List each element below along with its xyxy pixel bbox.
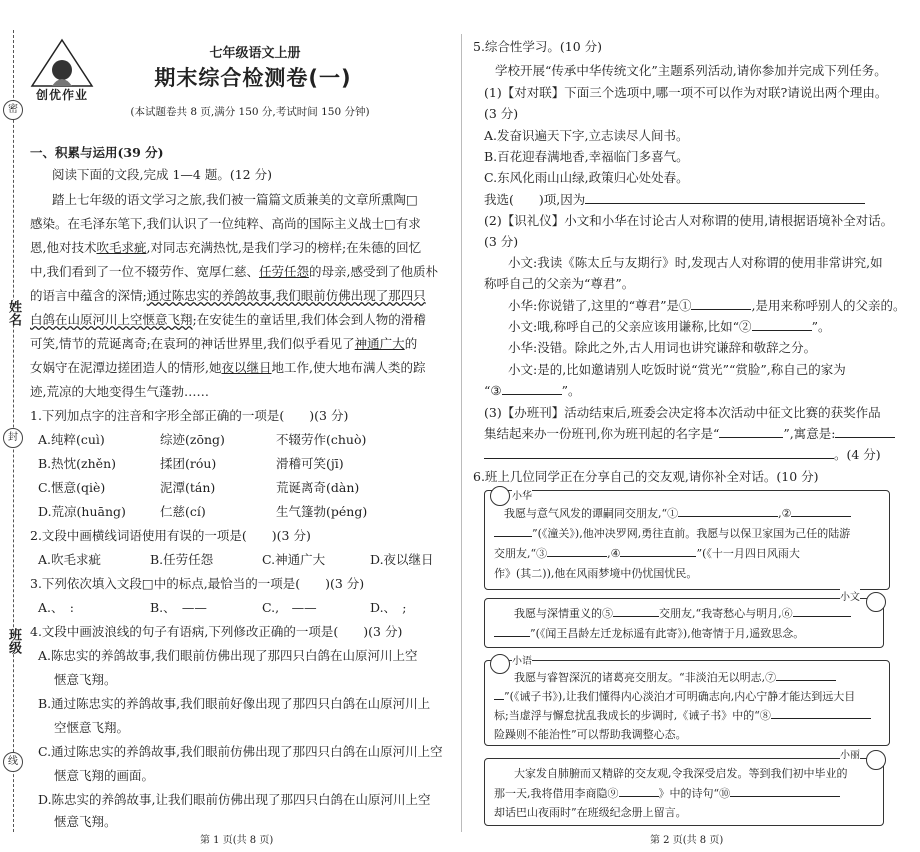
answer-blank (730, 783, 840, 797)
underlined-word: 神通广大 (354, 336, 405, 351)
q1-option-word: 滑稽可笑(jī) (276, 456, 344, 471)
binding-mark-xian: 线 (3, 752, 23, 772)
student-avatar-icon (866, 750, 886, 770)
passage-line: 迹,荒凉的大地变得生气蓬勃…… (30, 384, 209, 399)
answer-blank (494, 623, 530, 637)
answer-blank (752, 317, 812, 331)
q5-part3: (3)【办班刊】活动结束后,班委会决定将本次活动中征文比赛的获奖作品 (484, 405, 881, 420)
q1-option-word: 不辍劳作(chuò) (276, 432, 367, 447)
exam-title: 期末综合检测卷(一) (154, 66, 352, 90)
dialogue-line[interactable]: 小文:哦,称呼自己的父亲应该用谦称,比如“② ”。 (508, 319, 831, 334)
section-title: 一、积累与运用(39 分) (30, 145, 164, 160)
q6-stem: 6.班上几位同学正在分享自己的交友观,请你补全对话。(10 分) (473, 469, 819, 484)
answer-blank (619, 783, 659, 797)
speech-line: 作》(其二)),他在风雨梦境中仍忧国忧民。 (494, 567, 698, 580)
student-avatar-icon (866, 592, 886, 612)
speech-line[interactable]: 标;当虚浮与懈怠扰乱我成长的步调时,《诫子书》中的“⑧ (494, 705, 871, 726)
exam-info: (本试题卷共 8 页,满分 150 分,考试时间 150 分钟) (130, 106, 370, 118)
answer-blank (547, 543, 607, 557)
dialogue-line: 小华:没错。除此之外,古人用词也讲究谦辞和敬辞之分。 (508, 340, 817, 355)
q4-option-b[interactable]: B.通过陈忠实的养鸽故事,我们眼前好像出现了那四只白鸽在山原河川上 (38, 696, 431, 711)
speech-line: 却话巴山夜雨时”在班级纪念册上留言。 (494, 806, 687, 819)
binding-strip (0, 0, 22, 852)
speech-line[interactable]: ”(《潼关》),他冲决罗网,勇往直前。我愿与以保卫家国为己任的陆游 (494, 523, 850, 544)
q1-option-word: 揉团(róu) (160, 456, 217, 471)
answer-blank (484, 445, 834, 459)
q4-stem: 4.文段中画波浪线的句子有语病,下列修改正确的一项是( )(3 分) (30, 624, 403, 639)
class-label: 班级 (6, 628, 21, 654)
logo-text: 创优作业 (35, 88, 88, 102)
couplet-option-b: B.百花迎春满地香,幸福临门多喜气。 (484, 149, 689, 164)
q4-option-d-cont: 惬意飞翔。 (54, 814, 117, 829)
q4-option-c-cont: 惬意飞翔的画面。 (54, 768, 155, 783)
speaker-name: 小文 (840, 588, 860, 603)
q1-option-word: 荒诞离奇(dàn) (276, 480, 360, 495)
speech-line[interactable]: 我愿与睿智深沉的诸葛亮交朋友。“非淡泊无以明志,⑦ (514, 667, 836, 688)
page-footer-right: 第 2 页(共 8 页) (650, 835, 724, 846)
q3-option-b[interactable]: B.、 —— (150, 600, 207, 615)
passage-line: 白鸽在山原河川上空惬意飞翔;在安徒生的童话里,我们体会到人物的滑稽 (30, 312, 426, 327)
q1-option-word: 生气篷勃(péng) (276, 504, 368, 519)
answer-blank (620, 543, 696, 557)
underlined-word: 夜以继日 (221, 360, 272, 375)
dialogue-line[interactable]: 小华:你说错了,这里的“尊君”是① ,是用来称呼别人的父亲的。 (508, 298, 906, 313)
q4-option-b-cont: 空惬意飞翔。 (54, 720, 130, 735)
dialogue-line[interactable]: “③ ”。 (484, 383, 581, 398)
q1-option[interactable]: B.热忱(zhěn) (38, 456, 116, 471)
q1-option-word: 泥潭(tán) (160, 480, 216, 495)
q4-option-c[interactable]: C.通过陈忠实的养鸽故事,我们眼前仿佛出现了那四只白鸽在山原河川上空 (38, 744, 443, 759)
answer-blank (502, 381, 562, 395)
answer-blank (494, 523, 532, 537)
student-avatar-icon (490, 654, 510, 674)
couplet-option-c: C.东风化雨山山绿,政策归心处处春。 (484, 170, 689, 185)
page-footer-left: 第 1 页(共 8 页) (200, 835, 274, 846)
wavy-sentence: 通过陈忠实的养鸽故事,我们眼前仿佛出现了那四只 (146, 288, 426, 303)
answer-blank (585, 190, 865, 204)
q1-option-word: 综迹(zōng) (160, 432, 225, 447)
answer-blank (613, 603, 659, 617)
q5-choice-line[interactable]: 我选( )项,因为 (484, 189, 865, 210)
speech-line[interactable]: 我愿与意气风发的谭嗣同交朋友,“① ,② (504, 503, 851, 524)
passage-line: 的语言中蕴含的深情;通过陈忠实的养鸽故事,我们眼前仿佛出现了那四只 (30, 288, 426, 303)
q5-intro: 学校开展“传承中华传统文化”主题系列活动,请你参加并完成下列任务。 (495, 63, 887, 78)
answer-blank (776, 667, 836, 681)
binding-mark-mi: 密 (3, 100, 23, 120)
q3-option-a[interactable]: A.、 : (38, 600, 74, 615)
answer-blank (719, 424, 783, 438)
q3-stem: 3.下列依次填入文段□中的标点,最恰当的一项是( )(3 分) (30, 576, 365, 591)
underlined-word: 吹毛求疵 (96, 240, 147, 255)
dialogue-line: 称呼自己的父亲为“尊君”。 (484, 276, 635, 291)
q4-option-a-cont: 惬意飞翔。 (54, 672, 117, 687)
q5-part1: (1)【对对联】下面三个选项中,哪一项不可以作为对联?请说出两个理由。 (484, 85, 888, 100)
q5-stem: 5.综合性学习。(10 分) (473, 39, 603, 54)
q5-part2: (2)【识礼仪】小文和小华在讨论古人对称谓的使用,请根据语境补全对话。 (484, 213, 894, 228)
passage-line: 恩,他对技术吹毛求疵,对同志充满热忱,是我们学习的榜样;在朱德的回忆 (30, 240, 422, 255)
grade-subtitle: 七年级语文上册 (209, 46, 301, 61)
passage-line: 女娲守在泥潭边搓团造人的情形,她夜以继日地工作,使大地布满人类的踪 (30, 360, 426, 375)
passage-line: 踏上七年级的语文学习之旅,我们被一篇篇文质兼美的文章所熏陶□ (52, 192, 418, 207)
q2-option-a[interactable]: A.吹毛求疵 (38, 552, 102, 567)
speaker-name: 小华 (512, 487, 532, 502)
answer-blank (791, 503, 851, 517)
speaker-name: 小丽 (840, 746, 860, 761)
speaker-name: 小语 (512, 652, 532, 667)
passage-line: 可笑,情节的荒诞离奇;在袁珂的神话世界里,我们似乎看见了神通广大的 (30, 336, 418, 351)
q1-option[interactable]: D.荒凉(huāng) (38, 504, 126, 519)
answer-blank (793, 603, 851, 617)
q5-part3-line[interactable]: 集结起来办一份班刊,你为班刊起的名字是“ ”,寓意是: (484, 423, 895, 444)
q1-option[interactable]: A.纯粹(cuì) (38, 432, 105, 447)
q4-option-a[interactable]: A.陈忠实的养鸽故事,我们眼前仿佛出现了那四只白鸽在山原河川上空 (38, 648, 418, 663)
q3-option-d[interactable]: D.、 ; (370, 600, 407, 615)
q5-part1-points: (3 分) (484, 106, 519, 121)
q2-option-c[interactable]: C.神通广大 (262, 552, 326, 567)
underlined-word: 任劳任怨 (258, 264, 309, 279)
speech-line[interactable]: ”(《诫子书》),让我们懂得内心淡泊才可明确志向,内心宁静才能达到远大目 (494, 686, 855, 707)
passage-line: 中,我们看到了一位不辍劳作、宽厚仁慈、任劳任怨的母亲,感受到了他质朴 (30, 264, 438, 279)
q1-stem: 1.下列加点字的注音和字形全部正确的一项是( )(3 分) (30, 408, 349, 423)
speech-line: 大家发自肺腑而又精辟的交友观,令我深受启发。等到我们初中毕业的 (514, 767, 848, 780)
q1-option-word: 仁慈(cí) (160, 504, 206, 519)
q5-part2-points: (3 分) (484, 234, 519, 249)
q2-stem: 2.文段中画横线词语使用有误的一项是( )(3 分) (30, 528, 311, 543)
answer-blank (494, 686, 504, 700)
q4-option-d[interactable]: D.陈忠实的养鸽故事,让我们眼前仿佛出现了那四只白鸽在山原河川上空 (38, 792, 431, 807)
dialogue-line: 小文:我读《陈太丘与友期行》时,发现古人对称谓的使用非常讲究,如 (508, 255, 883, 270)
q2-option-d[interactable]: D.夜以继日 (370, 552, 434, 567)
dialogue-line: 小文:是的,比如邀请别人吃饭时说“赏光”“赏脸”,称自己的家为 (508, 362, 846, 377)
speech-line[interactable]: 我愿与深情重义的⑤ 交朋友,“我寄愁心与明月,⑥ (514, 603, 851, 624)
wavy-sentence: 白鸽在山原河川上空惬意飞翔 (30, 312, 193, 327)
speech-line[interactable]: 那一天,我将借用李商隐⑨ 》中的诗句“⑩ (494, 783, 840, 804)
reading-intro: 阅读下面的文段,完成 1—4 题。(12 分) (52, 167, 272, 182)
answer-blank (771, 705, 871, 719)
q5-part3-end[interactable]: 。(4 分) (484, 444, 881, 465)
binding-mark-feng: 封 (3, 428, 23, 448)
answer-blank (691, 296, 751, 310)
answer-blank (678, 503, 778, 517)
speech-line[interactable]: ”(《闻王昌龄左迁龙标遥有此寄》),他寄情于月,遥致思念。 (494, 623, 804, 644)
couplet-option-a: A.发奋识遍天下字,立志读尽人间书。 (484, 128, 689, 143)
name-label: 姓名 (6, 300, 21, 326)
column-divider (461, 34, 462, 832)
q1-option[interactable]: C.惬意(qiè) (38, 480, 106, 495)
answer-blank (835, 424, 895, 438)
speech-line: 险躁则不能治性”可以帮助我调整心态。 (494, 728, 687, 741)
q3-option-c[interactable]: C., —— (262, 600, 317, 615)
speech-line[interactable]: 交朋友,“③ ,④ ”(《十一月四日风雨大 (494, 543, 800, 564)
q2-option-b[interactable]: B.任劳任怨 (150, 552, 214, 567)
passage-line: 感染。在毛泽东笔下,我们认识了一位纯粹、高尚的国际主义战士□有求 (30, 216, 421, 231)
